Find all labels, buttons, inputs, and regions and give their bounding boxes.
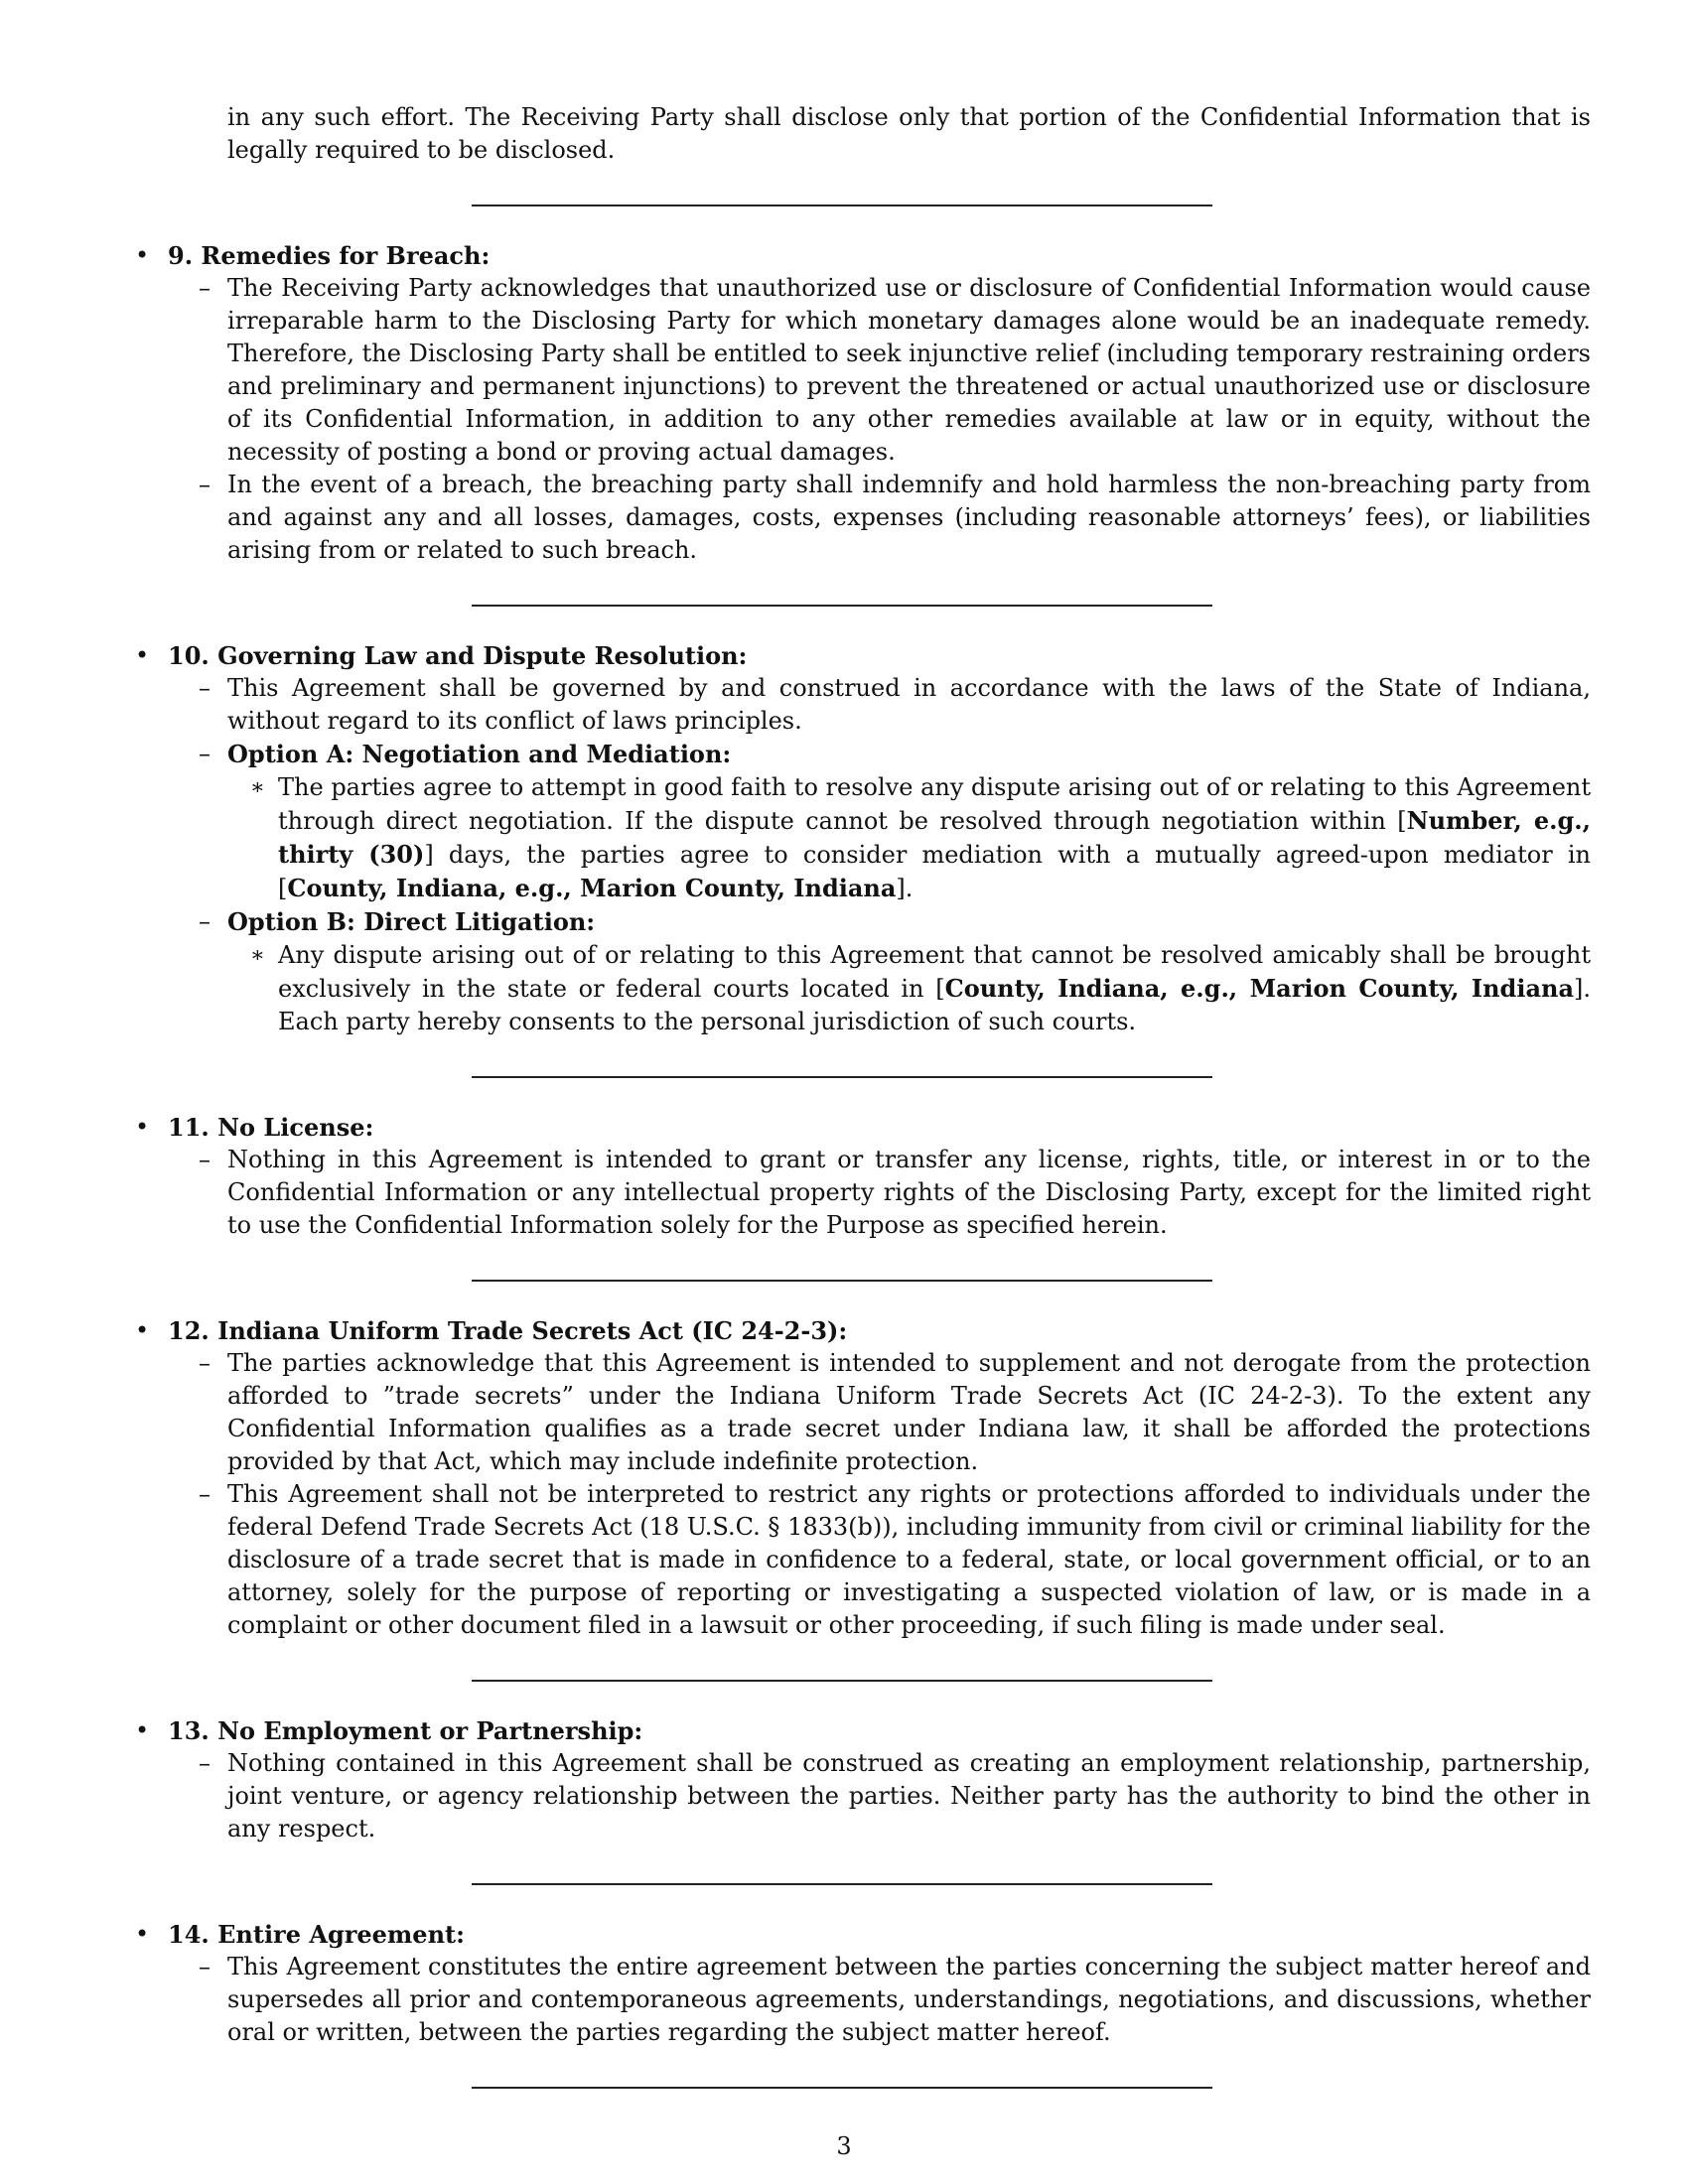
list-item-text: Nothing in this Agreement is intended to grant or transfer any license, rights, title, or interest in or to the Confidential Information or any intellectual property rights of the Disclosing Party, except for the limited right to use the Confidential Information solely for the Purpose as specified herein. (227, 1146, 1591, 1239)
bullet-icon: • (135, 1716, 150, 1744)
section-title: 9. Remedies for Breach: (168, 241, 491, 270)
list-item-text: In the event of a breach, the breaching party shall indemnify and hold harmless the non-breaching party from and against any and all losses, damages, costs, expenses (including reasonable attorneys’ fees), or liabilities arising from or related to such breach. (227, 471, 1591, 564)
option-a-detail (227, 771, 1591, 905)
bullet-icon: • (135, 1920, 150, 1948)
asterisk-icon: ∗ (250, 775, 265, 800)
option-a-text-2: ] days, the parties agree to consider mediation with a mutually agreed-upon mediator in [ (278, 841, 1592, 902)
section-no-license (131, 1111, 1591, 1242)
page-number: 3 (836, 2132, 852, 2160)
asterisk-icon: ∗ (250, 943, 265, 968)
list-item-text: Nothing contained in this Agreement shall be construed as creating an employment relationship, partnership, joint venture, or agency relationship between the parties. Neither party has the authority to bind the other in any respect. (227, 1749, 1591, 1843)
list-item-text: This Agreement shall be governed by and construed in accordance with the laws of the State of Indiana, without regard to its conflict of laws principles. (227, 674, 1591, 735)
dash-icon: – (199, 907, 211, 935)
list-item-text: The Receiving Party acknowledges that unauthorized use or disclosure of Confidential Information would cause irreparable harm to the Disclosing Party for which monetary damages alone would be an inadequate remedy. Therefore, the Disclosing Party shall be entitled to seek injunctive relief (including temporary restraining orders and preliminary and permanent injunctions) to prevent the threatened or actual unauthorized use or disclosure of its Confidential Information, in addition to any other remedies available at law or in equity, without the necessity of posting a bond or proving actual damages. (227, 274, 1591, 466)
bullet-icon: • (135, 1316, 150, 1344)
section-divider (472, 1680, 1212, 1682)
section-remedies-for-breach (131, 239, 1591, 567)
section-title: 14. Entire Agreement: (168, 1920, 465, 1949)
option-b-detail (227, 939, 1591, 1038)
dash-icon: – (199, 274, 211, 302)
list-item (168, 1347, 1591, 1478)
option-a-label: Option A: Negotiation and Mediation: (227, 740, 732, 768)
section-title: 11. No License: (168, 1113, 374, 1142)
list-item (168, 1747, 1591, 1845)
section-divider (472, 1883, 1212, 1885)
dash-icon: – (199, 674, 211, 702)
dash-icon: – (199, 1953, 211, 1980)
option-b-label: Option B: Direct Litigation: (227, 907, 596, 936)
list-item (168, 1144, 1591, 1242)
placeholder-number-days: Number, e.g., thirty (30) (278, 806, 1591, 869)
list-item (168, 272, 1591, 469)
dash-icon: – (199, 471, 211, 498)
section-title: 12. Indiana Uniform Trade Secrets Act (IC 24-2-3): (168, 1316, 848, 1345)
list-item (168, 672, 1591, 738)
section-trade-secrets (131, 1314, 1591, 1642)
dash-icon: – (199, 1146, 211, 1173)
dash-icon: – (199, 1349, 211, 1377)
section-divider (472, 205, 1212, 206)
option-b (168, 905, 1591, 1038)
placeholder-county: County, Indiana, e.g., Marion County, Indiana (287, 874, 897, 902)
dash-icon: – (199, 1749, 211, 1777)
list-item-text: This Agreement shall not be interpreted to restrict any rights or protections afforded to individuals under the federal Defend Trade Secrets Act (18 U.S.C. § 1833(b)), including immunity from civil or criminal liability for the disclosure of a trade secret that is made in confidence to a federal, state, or local government official, or to an attorney, solely for the purpose of reporting or investigating a suspected violation of law, or is made in a complaint or other document filed in a lawsuit or other proceeding, if such filing is made under seal. (227, 1480, 1591, 1639)
section-entire-agreement (131, 1918, 1591, 2049)
page-content (131, 101, 1591, 2121)
continued-paragraph: in any such effort. The Receiving Party shall disclose only that portion of the Confidential Information that is legally required to be disclosed. (227, 103, 1591, 164)
section-divider (472, 1076, 1212, 1078)
bullet-icon: • (135, 241, 150, 269)
bullet-icon: • (135, 641, 150, 669)
dash-icon: – (199, 740, 211, 767)
option-b-text-2: ]. Each party hereby consents to the personal jurisdiction of such courts. (278, 975, 1591, 1035)
section-title: 13. No Employment or Partnership: (168, 1716, 643, 1745)
bullet-icon: • (135, 1113, 150, 1141)
section-divider (472, 1280, 1212, 1282)
section-divider (472, 605, 1212, 607)
list-item (168, 1478, 1591, 1642)
section-governing-law (131, 639, 1591, 1038)
list-item (168, 1951, 1591, 2049)
option-b-text-1: Any dispute arising out of or relating to this Agreement that cannot be resolved amicably shall be brought exclusively in the state or federal courts located in [ (278, 941, 1591, 1003)
dash-icon: – (199, 1480, 211, 1508)
option-a-text-1: The parties agree to attempt in good faith to resolve any dispute arising out of or relating to this Agreement through direct negotiation. If the dispute cannot be resolved through negotiation within [ (278, 773, 1591, 835)
section-no-employment (131, 1714, 1591, 1845)
option-a-text-3: ]. (896, 875, 914, 902)
list-item (168, 469, 1591, 567)
section-divider (472, 2087, 1212, 2089)
list-item-text: This Agreement constitutes the entire agreement between the parties concerning the subject matter hereof and supersedes all prior and contemporaneous agreements, understandings, negotiations, and discussions, whether oral or written, between the parties regarding the subject matter hereof. (227, 1953, 1591, 2046)
list-item-text: The parties acknowledge that this Agreement is intended to supplement and not derogate from the protection afforded to ”trade secrets” under the Indiana Uniform Trade Secrets Act (IC 24-2-3). To the extent any Confidential Information qualifies as a trade secret under Indiana law, it shall be afforded the protections provided by that Act, which may include indefinite protection. (227, 1349, 1591, 1475)
section-title: 10. Governing Law and Dispute Resolution: (168, 641, 748, 670)
placeholder-county: County, Indiana, e.g., Marion County, Indiana (944, 974, 1574, 1003)
option-a (168, 738, 1591, 905)
